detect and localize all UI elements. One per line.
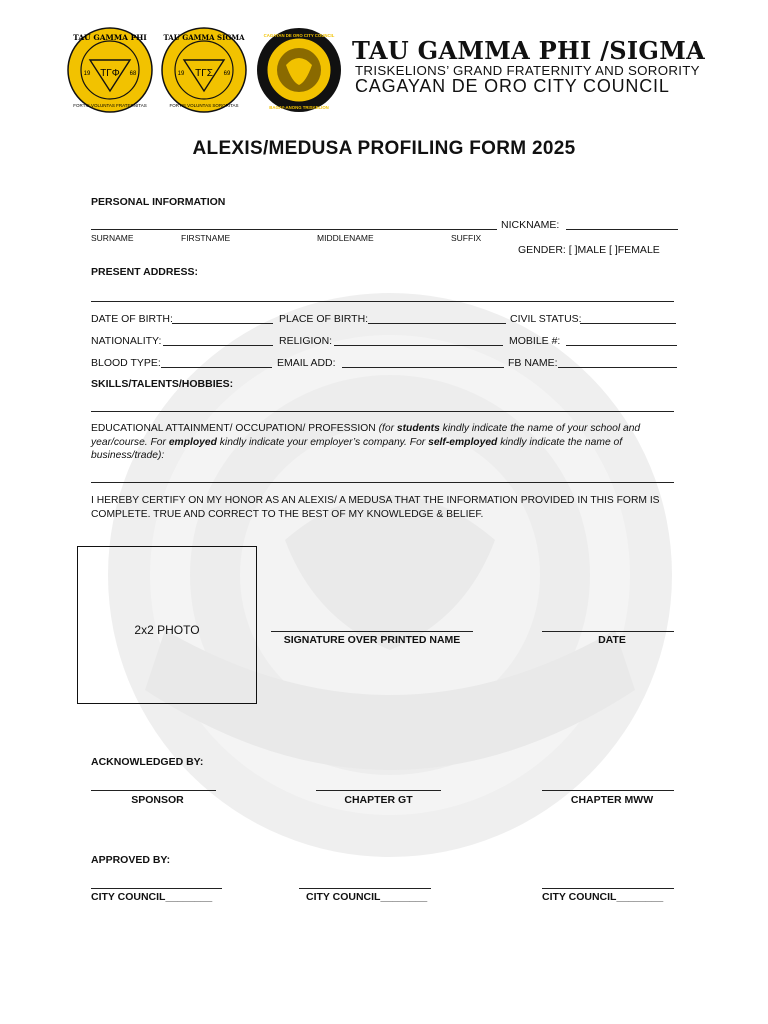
svg-text:69: 69: [223, 71, 231, 77]
skills-line[interactable]: [91, 411, 674, 412]
tau-gamma-sigma-seal: [161, 27, 247, 113]
sponsor-label: SPONSOR: [131, 794, 184, 806]
photo-box[interactable]: [77, 546, 257, 704]
svg-text:19: 19: [83, 71, 91, 77]
chapter-gt-label: CHAPTER GT: [344, 794, 413, 806]
education-line[interactable]: [91, 482, 674, 483]
blood-type-line[interactable]: [161, 367, 272, 368]
name-line[interactable]: [91, 229, 497, 230]
middlename-label: MIDDLENAME: [317, 233, 374, 243]
skills-heading: SKILLS/TALENTS/HOBBIES:: [91, 378, 234, 390]
pob-line[interactable]: [368, 323, 506, 324]
svg-text:ΤΓΦ: ΤΓΦ: [100, 68, 120, 79]
signature-label: SIGNATURE OVER PRINTED NAME: [283, 634, 461, 646]
mobile-label: MOBILE #:: [509, 335, 561, 347]
tau-gamma-phi-seal: [67, 27, 153, 113]
religion-label: RELIGION:: [279, 335, 333, 347]
svg-text:BAGAY-ANONG TRISKELION: BAGAY-ANONG TRISKELION: [269, 105, 329, 110]
council-line-2[interactable]: [299, 888, 431, 889]
org-title: TAU GAMMA PHI /SIGMA: [352, 36, 705, 65]
email-line[interactable]: [342, 367, 504, 368]
date-line[interactable]: [542, 631, 674, 632]
nickname-line[interactable]: [566, 229, 678, 230]
civil-status-label: CIVIL STATUS:: [510, 313, 582, 325]
city-council-label-3: CITY COUNCIL________: [542, 891, 664, 903]
dob-line[interactable]: [172, 323, 273, 324]
chapter-mww-label: CHAPTER MWW: [570, 794, 654, 806]
suffix-label: SUFFIX: [451, 233, 482, 243]
svg-text:19: 19: [177, 71, 185, 77]
svg-text:FORTIS VOLUNTAS FRATERNITAS: FORTIS VOLUNTAS FRATERNITAS: [73, 103, 147, 108]
education-instructions: EDUCATIONAL ATTAINMENT/ OCCUPATION/ PROFESSION (for students kindly indicate the name of your school and year/course. For employed kindly indicate your employer’s company. For self-employed kindly indicate the name of business/trade):: [91, 423, 641, 461]
pob-label: PLACE OF BIRTH:: [279, 313, 369, 325]
city-council-label-1: CITY COUNCIL________: [91, 891, 213, 903]
nationality-line[interactable]: [163, 345, 273, 346]
form-title: ALEXIS/MEDUSA PROFILING FORM 2025: [192, 138, 576, 159]
council-line-1[interactable]: [91, 888, 222, 889]
date-label: DATE: [598, 634, 626, 646]
acknowledged-heading: ACKNOWLEDGED BY:: [91, 756, 204, 768]
svg-text:TAU GAMMA PHI: TAU GAMMA PHI: [73, 33, 147, 42]
address-line[interactable]: [91, 301, 674, 302]
approved-heading: APPROVED BY:: [91, 854, 171, 866]
svg-text:TAU GAMMA SIGMA: TAU GAMMA SIGMA: [163, 33, 245, 42]
svg-text:CAGAYAN DE ORO CITY COUNCIL: CAGAYAN DE ORO CITY COUNCIL: [263, 33, 335, 38]
civil-status-line[interactable]: [580, 323, 676, 324]
email-label: EMAIL ADD:: [277, 357, 336, 369]
personal-info-heading: PERSONAL INFORMATION: [91, 196, 226, 208]
svg-text:ΤΓΣ: ΤΓΣ: [195, 68, 213, 79]
photo-label: 2x2 PHOTO: [134, 623, 200, 637]
signature-line[interactable]: [271, 631, 473, 632]
city-council-label-2: CITY COUNCIL________: [306, 891, 428, 903]
chapter-mww-line[interactable]: [542, 790, 674, 791]
council-line-3[interactable]: [542, 888, 674, 889]
fb-name-line[interactable]: [558, 367, 677, 368]
dob-label: DATE OF BIRTH:: [91, 313, 173, 325]
org-council: CAGAYAN DE ORO CITY COUNCIL: [355, 76, 670, 96]
cdo-council-seal: [256, 27, 342, 113]
religion-line[interactable]: [334, 345, 503, 346]
nationality-label: NATIONALITY:: [91, 335, 162, 347]
surname-label: SURNAME: [91, 233, 134, 243]
org-subtitle: TRISKELIONS’ GRAND FRATERNITY AND SORORITY: [355, 63, 700, 78]
present-address-heading: PRESENT ADDRESS:: [91, 266, 198, 278]
nickname-label: NICKNAME:: [501, 219, 560, 231]
sponsor-line[interactable]: [91, 790, 216, 791]
firstname-label: FIRSTNAME: [181, 233, 231, 243]
certification-text: I HEREBY CERTIFY ON MY HONOR AS AN ALEXIS/ A MEDUSA THAT THE INFORMATION PROVIDED IN THIS FORM IS COMPLETE. TRUE AND CORRECT TO THE BEST OF MY KNOWLEDGE & BELIEF.: [91, 495, 660, 520]
svg-text:68: 68: [129, 71, 137, 77]
svg-text:FORTIS VOLUNTAS SORORITAS: FORTIS VOLUNTAS SORORITAS: [169, 103, 239, 108]
blood-type-label: BLOOD TYPE:: [91, 357, 161, 369]
fb-name-label: FB NAME:: [508, 357, 558, 369]
gender-options[interactable]: GENDER: [ ]MALE [ ]FEMALE: [518, 244, 660, 256]
chapter-gt-line[interactable]: [316, 790, 441, 791]
mobile-line[interactable]: [566, 345, 677, 346]
